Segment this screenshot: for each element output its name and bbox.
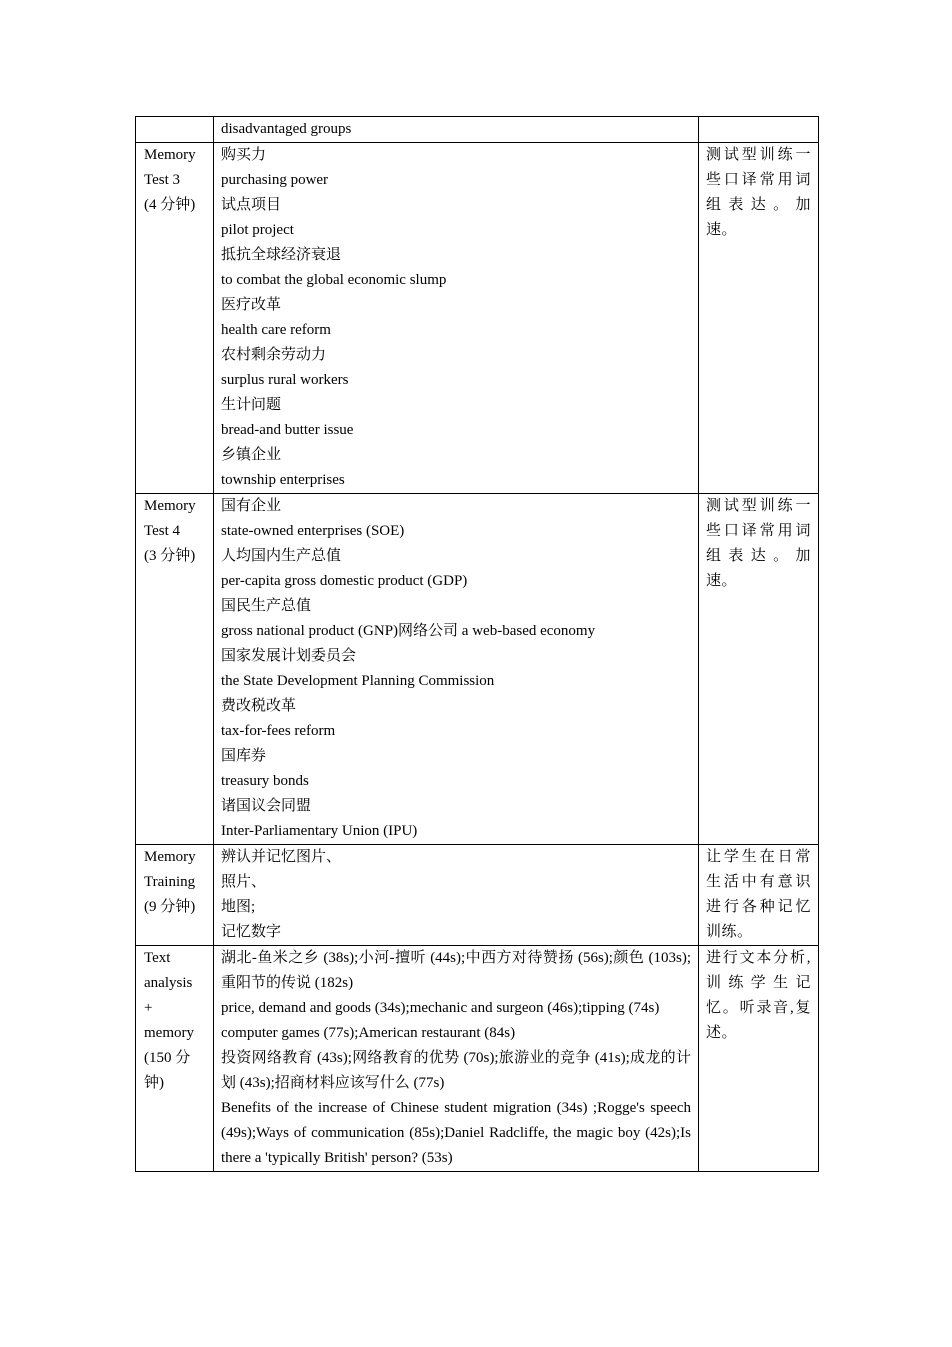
- content-line: 国库券: [221, 748, 267, 764]
- row-note-cell: [699, 117, 819, 143]
- row-note: 测试型训练一些口译常用词组表达。加速。: [706, 498, 811, 589]
- content-paragraph: computer games (77s);American restaurant (84s): [221, 1025, 516, 1041]
- content-line: 乡镇企业: [221, 447, 282, 463]
- row-content-cell: [214, 946, 699, 1172]
- content-line: 照片、: [221, 874, 267, 890]
- row-label-cell: [136, 117, 214, 143]
- content-line: 费改税改革: [221, 698, 297, 714]
- row-note-cell: [699, 845, 819, 946]
- row-label-line: analysis: [144, 975, 193, 991]
- content-line: gross national product (GNP)网络公司 a web-based economy: [221, 623, 596, 639]
- row-label-line: (9 分钟): [144, 899, 196, 915]
- content-line: the State Development Planning Commission: [221, 673, 495, 689]
- content-line: 国家发展计划委员会: [221, 648, 357, 664]
- row-label-line: (3 分钟): [144, 548, 196, 564]
- content-line: tax-for-fees reform: [221, 723, 336, 739]
- row-content-cell: [214, 143, 699, 494]
- row-label-cell: [136, 845, 214, 946]
- content-line: state-owned enterprises (SOE): [221, 523, 405, 539]
- content-line: disadvantaged groups: [221, 121, 352, 137]
- content-paragraph: 投资网络教育 (43s);网络教育的优势 (70s);旅游业的竞争 (41s);成龙的计划 (43s);招商材料应该写什么 (77s): [221, 1050, 691, 1091]
- content-line: 辨认并记忆图片、: [221, 849, 342, 865]
- table-row: [136, 845, 819, 946]
- content-line: 医疗改革: [221, 297, 282, 313]
- row-note-cell: [699, 143, 819, 494]
- content-line: township enterprises: [221, 472, 345, 488]
- row-label-line: Test 4: [144, 523, 181, 539]
- row-note-cell: [699, 494, 819, 845]
- content-paragraph: price, demand and goods (34s);mechanic and surgeon (46s);tipping (74s): [221, 1000, 660, 1016]
- content-line: to combat the global economic slump: [221, 272, 447, 288]
- row-label-cell: [136, 946, 214, 1172]
- row-label-line: (4 分钟): [144, 197, 196, 213]
- row-label-line: 钟): [144, 1075, 164, 1091]
- row-label-line: Text: [144, 950, 171, 966]
- row-label-cell: [136, 143, 214, 494]
- content-line: 国有企业: [221, 498, 282, 514]
- content-line: treasury bonds: [221, 773, 309, 789]
- row-note: 测试型训练一些口译常用词组表达。加速。: [706, 147, 811, 238]
- row-content-cell: [214, 845, 699, 946]
- row-label-line: memory: [144, 1025, 194, 1041]
- content-line: surplus rural workers: [221, 372, 349, 388]
- table-row: [136, 494, 819, 845]
- content-paragraph: Benefits of the increase of Chinese student migration (34s) ;Rogge's speech (49s);Ways of communication (85s);Daniel Radcliffe, the magic boy (42s);Is there a 'typically British' person? (53s): [221, 1100, 691, 1166]
- content-line: Inter-Parliamentary Union (IPU): [221, 823, 418, 839]
- content-line: bread-and butter issue: [221, 422, 354, 438]
- content-line: 地图;: [221, 899, 256, 915]
- content-line: 购买力: [221, 147, 267, 163]
- course-table: [135, 116, 819, 1172]
- row-content-cell: [214, 117, 699, 143]
- content-line: health care reform: [221, 322, 331, 338]
- table-row: [136, 946, 819, 1172]
- content-line: 抵抗全球经济衰退: [221, 247, 342, 263]
- row-content-cell: [214, 494, 699, 845]
- row-label-cell: [136, 494, 214, 845]
- row-label-line: Memory: [144, 498, 196, 514]
- content-line: 试点项目: [221, 197, 282, 213]
- content-line: per-capita gross domestic product (GDP): [221, 573, 468, 589]
- content-line: 农村剩余劳动力: [221, 347, 327, 363]
- table-row: [136, 117, 819, 143]
- row-label-line: Memory: [144, 147, 196, 163]
- row-label-line: +: [144, 1000, 153, 1016]
- row-label-line: Memory: [144, 849, 196, 865]
- content-line: 国民生产总值: [221, 598, 312, 614]
- content-line: purchasing power: [221, 172, 329, 188]
- row-label-line: Test 3: [144, 172, 181, 188]
- content-line: 诸国议会同盟: [221, 798, 312, 814]
- content-line: 人均国内生产总值: [221, 548, 342, 564]
- row-note: 让学生在日常生活中有意识进行各种记忆训练。: [706, 849, 811, 940]
- content-line: 生计问题: [221, 397, 282, 413]
- table-row: [136, 143, 819, 494]
- content-paragraph: 湖北-鱼米之乡 (38s);小河-擅听 (44s);中西方对待赞扬 (56s);颜色 (103s);重阳节的传说 (182s): [221, 950, 691, 991]
- content-line: 记忆数字: [221, 924, 282, 940]
- row-note: 进行文本分析,训练学生记忆。听录音,复述。: [706, 950, 811, 1041]
- content-line: pilot project: [221, 222, 294, 238]
- row-label-line: Training: [144, 874, 196, 890]
- row-note-cell: [699, 946, 819, 1172]
- row-label-line: (150 分: [144, 1050, 191, 1066]
